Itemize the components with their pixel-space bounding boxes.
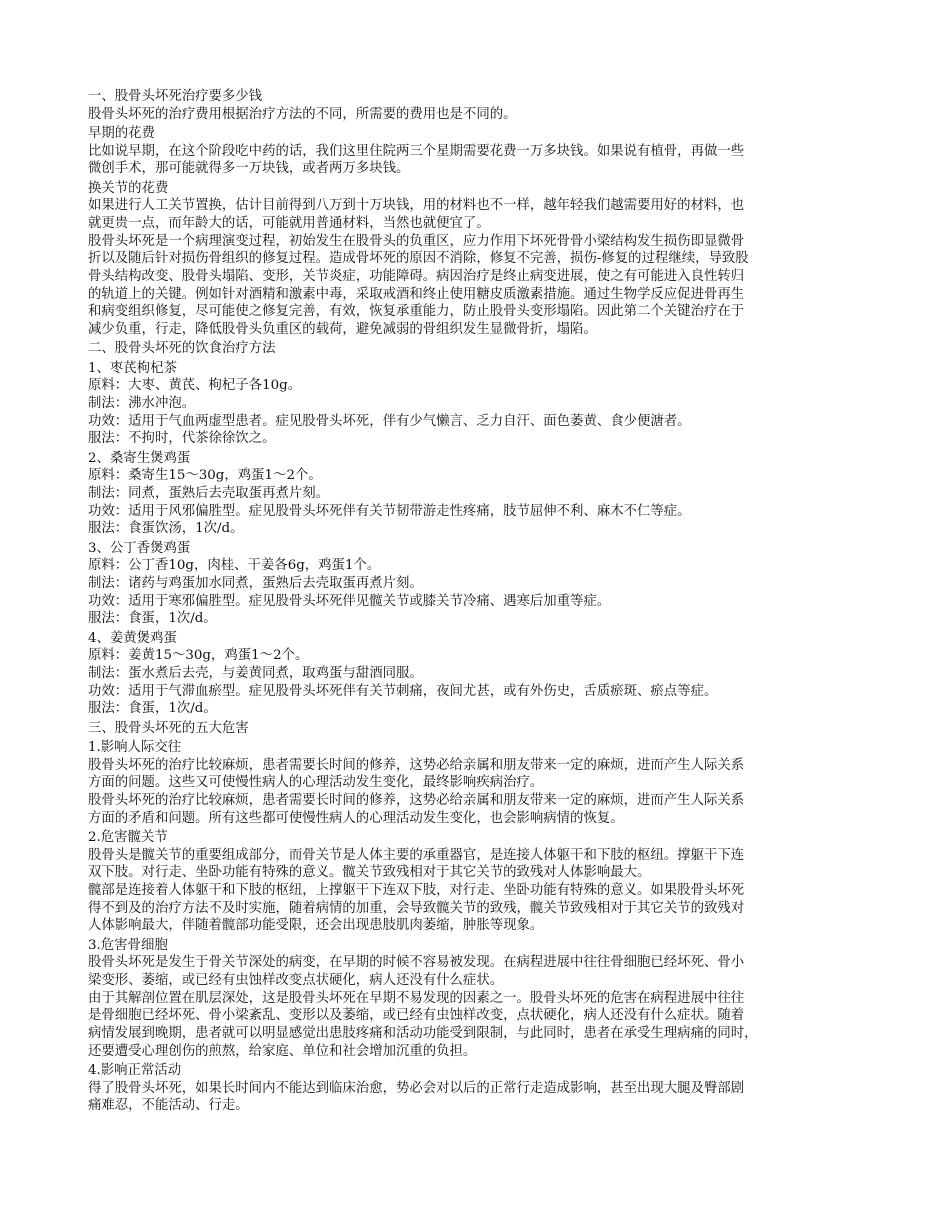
section-heading: 换关节的花费 bbox=[88, 180, 169, 196]
text-line: 的轨道上的关键。例如针对酒精和激素中毒，采取戒酒和终止使用糖皮质激素措施。通过生物学反应促进骨再生 bbox=[88, 286, 745, 302]
text-line: 股骨头坏死的治疗比较麻烦，患者需要长时间的修养，这势必给亲属和朋友带来一定的麻烦，进而产生人际关系 bbox=[88, 792, 745, 808]
text-line: 股骨头是髋关节的重要组成部分，而骨关节是人体主要的承重器官，是连接人体躯干和下肢的枢纽。撑躯干下连 bbox=[88, 847, 745, 863]
text-line: 方面的矛盾和问题。所有这些都可使慢性病人的心理活动发生变化，也会影响病情的恢复。 bbox=[88, 810, 624, 826]
text-line: 制法：沸水冲泡。 bbox=[88, 395, 196, 411]
text-line: 和病变组织修复，尽可能使之修复完善，有效，恢复承重能力，防止股骨头变形塌陷。因此第二个关键治疗在于 bbox=[88, 304, 745, 320]
document-page bbox=[88, 88, 863, 1115]
section-heading: 4、姜黄煲鸡蛋 bbox=[88, 630, 177, 646]
text-line: 功效：适用于风邪偏胜型。症见股骨头坏死伴有关节韧带游走性疼痛，肢节屈伸不利、麻木不仁等症。 bbox=[88, 503, 691, 519]
text-line: 微创手术，那可能就得多一万块钱，或者两万多块钱。 bbox=[88, 161, 410, 177]
text-line: 比如说早期，在这个阶段吃中药的话，我们这里住院两三个星期需要花费一万多块钱。如果说有植骨，再做一些 bbox=[88, 143, 745, 159]
section-heading: 三、股骨头坏死的五大危害 bbox=[88, 720, 249, 736]
text-line: 得了股骨头坏死，如果长时间内不能达到临床治愈，势必会对以后的正常行走造成影响，甚至出现大腿及臀部剧 bbox=[88, 1080, 745, 1096]
section-heading: 二、股骨头坏死的饮食治疗方法 bbox=[88, 341, 276, 357]
text-line: 折以及随后针对损伤骨组织的修复过程。造成骨坏死的原因不消除，修复不完善，损伤-修复的过程继续，导致股 bbox=[88, 251, 749, 267]
section-heading: 2、桑寄生煲鸡蛋 bbox=[88, 450, 191, 466]
text-line: 人体影响最大，伴随着髋部功能受限，还会出现患肢肌肉萎缩，肿胀等现象。 bbox=[88, 918, 544, 934]
text-line: 原料：桑寄生15～30g，鸡蛋1～2个。 bbox=[88, 468, 322, 484]
text-line: 病情发展到晚期，患者就可以明显感觉出患肢疼痛和活动功能受到限制，与此同时，患者在承受生理病痛的同时， bbox=[88, 1026, 758, 1042]
text-line: 得不到及的治疗方法不及时实施，随着病情的加重，会导致髋关节的致残，髋关节致残相对于其它关节的致残对 bbox=[88, 900, 745, 916]
text-line: 功效：适用于气滞血瘀型。症见股骨头坏死伴有关节刺痛，夜间尤甚，或有外伤史，舌质瘀斑、瘀点等症。 bbox=[88, 683, 718, 699]
section-heading: 1、枣芪枸杞茶 bbox=[88, 360, 177, 376]
section-heading: 3、公丁香煲鸡蛋 bbox=[88, 540, 191, 556]
section-heading: 1.影响人际交往 bbox=[88, 739, 182, 755]
text-line: 服法：食蛋，1次/d。 bbox=[88, 701, 217, 717]
text-line: 减少负重，行走，降低股骨头负重区的载荷，避免减弱的骨组织发生显微骨折，塌陷。 bbox=[88, 322, 597, 338]
text-line: 痛难忍，不能活动、行走。 bbox=[88, 1098, 249, 1114]
section-heading: 3.危害骨细胞 bbox=[88, 937, 168, 953]
text-line: 制法：诸药与鸡蛋加水同煮，蛋熟后去壳取蛋再煮片刻。 bbox=[88, 575, 423, 591]
section-heading: 2.危害髋关节 bbox=[88, 829, 168, 845]
text-line: 就更贵一点，而年龄大的话，可能就用普通材料，当然也就便宜了。 bbox=[88, 215, 490, 231]
text-line: 服法：食蛋饮汤，1次/d。 bbox=[88, 521, 244, 537]
text-line: 股骨头坏死的治疗费用根据治疗方法的不同，所需要的费用也是不同的。 bbox=[88, 106, 517, 122]
text-line: 骨头结构改变、股骨头塌陷、变形，关节炎症，功能障碍。病因治疗是终止病变进展，使之有可能进入良性转归 bbox=[88, 269, 745, 285]
text-line: 双下肢。对行走、坐卧功能有特殊的意义。髋关节致残相对于其它关节的致残对人体影响最大。 bbox=[88, 865, 651, 881]
text-line: 髋部是连接着人体躯干和下肢的枢纽，上撑躯干下连双下肢，对行走、坐卧功能有特殊的意义。如果股骨头坏死 bbox=[88, 882, 745, 898]
text-line: 梁变形、萎缩，或已经有虫蚀样改变点状硬化，病人还没有什么症状。 bbox=[88, 972, 504, 988]
text-line: 功效：适用于气血两虚型患者。症见股骨头坏死，伴有少气懒言、乏力自汗、面色萎黄、食少便溏者。 bbox=[88, 413, 691, 429]
text-line: 股骨头坏死是一个病理演变过程，初始发生在股骨头的负重区，应力作用下坏死骨骨小梁结构发生损伤即显微骨 bbox=[88, 233, 745, 249]
text-line: 股骨头坏死的治疗比较麻烦，患者需要长时间的修养，这势必给亲属和朋友带来一定的麻烦，进而产生人际关系 bbox=[88, 757, 745, 773]
text-line: 是骨细胞已经坏死、骨小梁紊乱、变形以及萎缩，或已经有虫蚀样改变，点状硬化，病人还没有什么症状。随着 bbox=[88, 1008, 745, 1024]
text-line: 制法：蛋水煮后去壳，与姜黄同煮，取鸡蛋与甜酒同服。 bbox=[88, 666, 423, 681]
text-line: 服法：食蛋，1次/d。 bbox=[88, 611, 217, 627]
text-line: 制法：同煮，蛋熟后去壳取蛋再煮片刻。 bbox=[88, 485, 330, 501]
text-line: 由于其解剖位置在肌层深处，这是股骨头坏死在早期不易发现的因素之一。股骨头坏死的危害在病程进展中往往 bbox=[88, 990, 745, 1006]
text-line: 股骨头坏死是发生于骨关节深处的病变，在早期的时候不容易被发现。在病程进展中往往骨细胞已经坏死、骨小 bbox=[88, 955, 745, 971]
text-line: 如果进行人工关节置换，估计目前得到八万到十万块钱，用的材料也不一样，越年轻我们越需要用好的材料，也 bbox=[88, 198, 745, 214]
text-line: 功效：适用于寒邪偏胜型。症见股骨头坏死伴见髋关节或膝关节冷痛、遇寒后加重等症。 bbox=[88, 593, 611, 609]
section-heading: 4.影响正常活动 bbox=[88, 1062, 182, 1078]
text-line: 原料：姜黄15～30g，鸡蛋1～2个。 bbox=[88, 648, 309, 664]
text-line: 原料：公丁香10g，肉桂、干姜各6g，鸡蛋1个。 bbox=[88, 558, 381, 574]
section-heading: 早期的花费 bbox=[88, 125, 155, 141]
text-line: 服法：不拘时，代茶徐徐饮之。 bbox=[88, 431, 276, 447]
text-line: 还要遭受心理创伤的煎熬，给家庭、单位和社会增加沉重的负担。 bbox=[88, 1043, 477, 1059]
text-line: 原料：大枣、黄芪、枸杞子各10g。 bbox=[88, 378, 302, 394]
section-heading: 一、股骨头坏死治疗要多少钱 bbox=[88, 89, 263, 104]
text-line: 方面的问题。这些又可使慢性病人的心理活动发生变化，最终影响疾病治疗。 bbox=[88, 775, 544, 791]
